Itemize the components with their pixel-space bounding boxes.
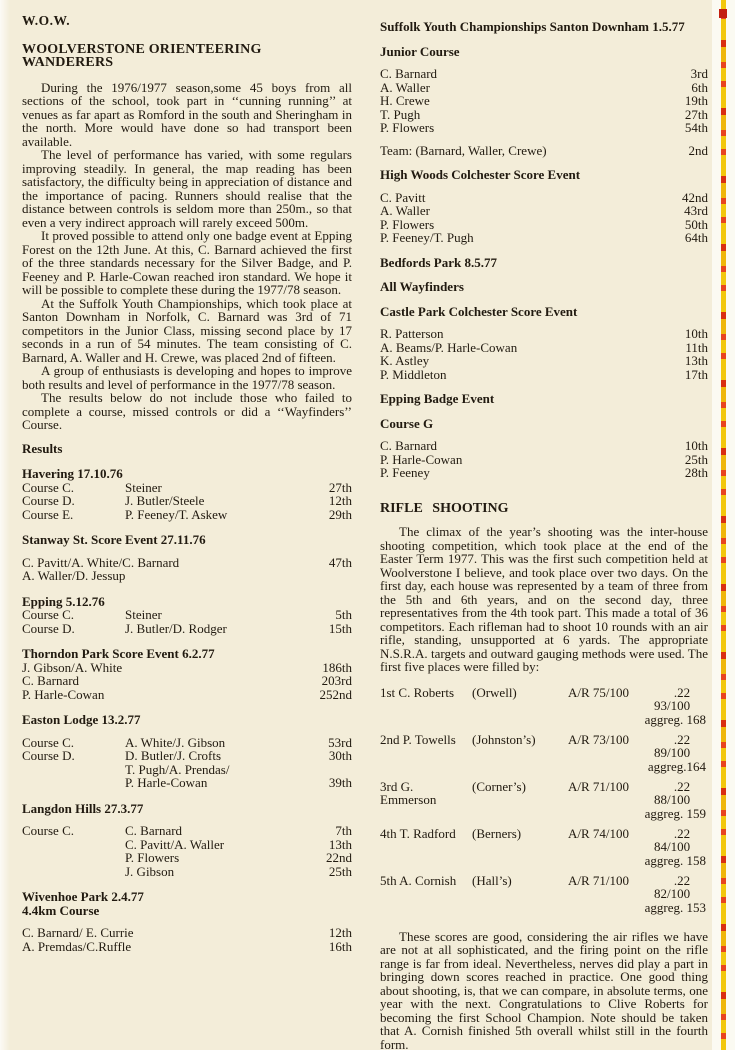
event-heading: Epping 5.12.76 (22, 593, 105, 609)
event-thorndon (22, 647, 352, 701)
runner-name: R. Patterson (380, 326, 444, 341)
air-rifle-score: A/R 71/100 (568, 872, 630, 888)
house-name: (Hall’s) (472, 872, 512, 888)
position: 16th (328, 938, 352, 954)
event-rows (22, 736, 352, 790)
result-row (380, 341, 708, 355)
event-heading: Thorndon Park Score Event 6.2.77 (22, 646, 215, 661)
runner-name: A. Waller (380, 203, 430, 218)
runner-name: P. Feeney (380, 465, 430, 480)
page-edge-red-blob (719, 9, 727, 18)
position: 30th (328, 748, 352, 763)
result-row (380, 67, 708, 81)
rifle-intro-paragraph: The climax of the year’s shooting was the inter-house shooting competition, which took place at the end of the Easter Term 1977. This was the first such competition held at Woolverstone I believe, and took place over two days. On the first day, each house was represented by a team of three from the 5th and 6th years, and on the second day, three representatives from the 4th took part. This made a total of 36 competitors. Each rifleman had to shoot 10 rounds with an air rifle, standing, unsupported at 6 yards. The appropriate N.S.R.A. targets and outward gauging methods were used. The first five places were filled by: (380, 524, 708, 674)
team-result-row (380, 144, 708, 158)
rifle-result-entry (380, 874, 708, 914)
event-rows (22, 926, 352, 953)
result-row (380, 368, 708, 382)
event-stanway (22, 533, 352, 583)
point22-score: .22 82/100 (654, 872, 691, 901)
intro-paragraph-4: At the Suffolk Youth Championships, which took place at Santon Downham in Norfolk, C. Barnard was 3rd of 71 competitors in the Junior Class, missing second place by 17 seconds in a run of 54 minutes. The team consisting of C. Barnard, A. Waller and H. Crewe, was placed 2nd of fifteen. (22, 295, 352, 365)
course-label: Course E. (22, 506, 74, 522)
house-name: (Berners) (472, 825, 522, 841)
page-edge-stripe (721, 0, 726, 1050)
position: 12th (328, 493, 352, 508)
aggregate-score: aggreg. 153 (644, 899, 706, 915)
position: 64th (684, 230, 708, 245)
position: 10th (684, 326, 708, 341)
event-heading: Langdon Hills 27.3.77 (22, 800, 144, 816)
results-section-heading: Results (22, 440, 63, 456)
event-rows (22, 556, 352, 583)
position (306, 569, 352, 583)
event-heading: Havering 17.10.76 (22, 466, 123, 481)
course-label (22, 776, 125, 790)
position: 39th (328, 775, 352, 790)
runner-names: A. White/J. Gibson (125, 734, 226, 750)
runner-name: C. Pavitt (380, 189, 426, 205)
course-label (22, 838, 125, 852)
event-rows (22, 824, 352, 878)
result-row (22, 851, 352, 865)
castle-park-heading: Castle Park Colchester Score Event (380, 303, 578, 319)
result-row (22, 776, 352, 790)
position: 19th (684, 93, 708, 108)
runner-names: P. Flowers (125, 850, 180, 865)
rifle-result-entry (380, 780, 708, 820)
result-row (22, 661, 352, 675)
runner-names: A. Waller/D. Jessup (22, 568, 126, 583)
runner-name: C. Barnard (380, 438, 438, 453)
event-heading: Stanway St. Score Event 27.11.76 (22, 532, 206, 547)
event-wivenhoe (22, 890, 352, 953)
team-position: 2nd (688, 142, 708, 158)
position: 5th (335, 607, 352, 622)
result-row (22, 608, 352, 622)
runner-name: P. Feeney/T. Pugh (380, 230, 474, 245)
course-label (22, 865, 125, 879)
rifle-result-line (380, 827, 708, 854)
position: 186th (322, 659, 352, 675)
result-row (22, 838, 352, 852)
event-epping (22, 595, 352, 636)
position: 29th (328, 506, 352, 522)
aggregate-score: aggreg. 159 (644, 805, 706, 821)
position: 7th (335, 823, 352, 838)
air-rifle-score: A/R 71/100 (568, 778, 630, 794)
place-and-shooter: 4th T. Radford (380, 825, 456, 841)
position: 53rd (328, 734, 352, 750)
event-havering (22, 467, 352, 521)
runner-name: H. Crewe (380, 93, 430, 108)
course-label: Course C. (22, 823, 74, 838)
position: 25th (684, 451, 708, 467)
result-row (380, 218, 708, 232)
house-name: (Corner’s) (472, 778, 526, 794)
runner-name: P. Middleton (380, 366, 447, 382)
event-heading: Easton Lodge 13.2.77 (22, 712, 141, 727)
runner-names: P. Harle-Cowan (125, 775, 208, 790)
high-woods-rows (380, 191, 708, 245)
air-rifle-score: A/R 75/100 (568, 684, 630, 700)
result-row (22, 556, 352, 570)
position: 252nd (319, 686, 352, 702)
course-label (22, 763, 125, 777)
position (306, 763, 352, 777)
runner-names: Steiner (125, 479, 162, 495)
course-g-rows (380, 439, 708, 480)
point22-score: .22 88/100 (654, 778, 691, 807)
position: 27th (684, 106, 708, 122)
right-column (380, 20, 708, 1051)
result-row (22, 674, 352, 688)
result-row (22, 926, 352, 940)
place-and-shooter: 3rd G. Emmerson (380, 778, 437, 807)
runner-name: P. Flowers (380, 120, 435, 135)
position: 13th (328, 836, 352, 852)
result-row (380, 121, 708, 135)
intro-paragraph-6: The results below do not include those who failed to complete a course, missed controls or did a ‘‘Wayfinders’’ Course. (22, 390, 352, 432)
course-label: Course C. (22, 479, 74, 495)
runner-names: C. Pavitt/A. White/C. Barnard (22, 554, 180, 570)
castle-park-rows (380, 327, 708, 381)
air-rifle-score: A/R 74/100 (568, 825, 630, 841)
runner-names: J. Butler/D. Rodger (125, 620, 227, 636)
bedfords-park-heading: Bedfords Park 8.5.77 (380, 254, 497, 270)
result-row (22, 481, 352, 495)
rifle-result-line (380, 686, 708, 713)
place-and-shooter: 2nd P. Towells (380, 731, 456, 747)
position: 28th (684, 465, 708, 480)
runner-names: T. Pugh/A. Prendas/ (125, 761, 230, 777)
course-g-heading: Course G (380, 415, 434, 431)
result-row (22, 824, 352, 838)
event-heading: Wivenhoe Park 2.4.77 (22, 889, 144, 904)
result-row (380, 453, 708, 467)
position: 25th (328, 863, 352, 879)
air-rifle-score: A/R 73/100 (568, 731, 630, 747)
course-label: Course C. (22, 607, 74, 622)
runner-names: C. Barnard (22, 673, 80, 688)
event-rows (22, 481, 352, 522)
rifle-shooting-heading: RIFLE SHOOTING (380, 500, 509, 516)
team-label: Team: (Barnard, Waller, Crewe) (380, 142, 547, 158)
rifle-result-entry (380, 827, 708, 867)
position: 12th (328, 925, 352, 940)
position: 27th (328, 479, 352, 495)
result-row (380, 94, 708, 108)
intro-paragraph-5: A group of enthusiasts is developing and hopes to improve both results and level of performance in the 1977/78 season. (22, 363, 352, 392)
rifle-result-line (380, 874, 708, 901)
position: 47th (328, 554, 352, 570)
runner-names: P. Harle-Cowan (22, 686, 105, 702)
epping-badge-heading: Epping Badge Event (380, 391, 495, 406)
position: 50th (684, 216, 708, 232)
left-column (22, 14, 352, 953)
course-label: Course D. (22, 493, 75, 508)
result-row (380, 354, 708, 368)
place-and-shooter: 5th A. Cornish (380, 872, 457, 888)
result-row (380, 327, 708, 341)
result-row (380, 439, 708, 453)
intro-paragraph-3: It proved possible to attend only one badge event at Epping Forest on the 12th June. At this, C. Barnard achieved the first of the three standards necessary for the Silver Badge, and P. Feeney and P. Harle-Cowan reached iron standard. We hope it will be possible to complete these during the 1977/78 season. (22, 228, 352, 297)
position: 11th (685, 339, 708, 355)
runner-names: J. Gibson (125, 863, 175, 879)
point22-score: .22 89/100 (654, 731, 691, 760)
suffolk-championships-heading: Suffolk Youth Championships Santon Downham 1.5.77 (380, 19, 685, 34)
event-rows (22, 608, 352, 635)
runner-names: C. Barnard (125, 823, 183, 838)
course-label (22, 851, 125, 865)
page-left-edge-fade (0, 0, 10, 1050)
position: 43rd (684, 203, 708, 218)
runner-name: K. Astley (380, 353, 430, 368)
position: 17th (684, 366, 708, 382)
runner-name: P. Harle-Cowan (380, 451, 463, 467)
runner-names: D. Butler/J. Crofts (125, 748, 222, 763)
page-title: WOOLVERSTONE ORIENTEERING WANDERERS (22, 41, 262, 70)
result-row (22, 865, 352, 879)
runner-name: T. Pugh (380, 106, 421, 122)
result-row (22, 508, 352, 522)
result-row (22, 494, 352, 508)
intro-paragraph-1: During the 1976/1977 season,some 45 boys from all sections of the school, took part in ‘‘cunning running’’ at venues as far apart as Romford in the south and Sheringham in the north. More would have done so had transport been available. (22, 79, 352, 149)
junior-course-rows (380, 67, 708, 135)
course-label: Course D. (22, 748, 75, 763)
result-row (22, 569, 352, 583)
place-and-shooter: 1st C. Roberts (380, 684, 455, 700)
rifle-result-entry (380, 733, 708, 773)
result-row (380, 231, 708, 245)
course-label: Course D. (22, 620, 75, 636)
position: 54th (684, 120, 708, 135)
event-rows (22, 661, 352, 702)
result-row (380, 81, 708, 95)
position: 10th (684, 438, 708, 453)
rifle-result-entry (380, 686, 708, 726)
runner-names: J. Butler/Steele (125, 493, 205, 508)
course-label: Course C. (22, 734, 74, 750)
point22-score: .22 93/100 (654, 684, 691, 713)
rifle-result-line (380, 733, 708, 760)
point22-score: .22 84/100 (654, 825, 691, 854)
position: 3rd (690, 66, 708, 81)
house-name: (Orwell) (472, 684, 517, 700)
result-row (380, 204, 708, 218)
result-row (22, 622, 352, 636)
junior-course-heading: Junior Course (380, 43, 460, 59)
runner-name: A. Beams/P. Harle-Cowan (380, 339, 518, 355)
all-wayfinders-label: All Wayfinders (380, 279, 464, 294)
result-row (22, 688, 352, 702)
runner-names: C. Pavitt/A. Waller (125, 836, 225, 852)
aggregate-score: aggreg. 168 (644, 711, 706, 727)
position: 22nd (326, 850, 352, 865)
position: 6th (691, 79, 708, 95)
result-row (380, 108, 708, 122)
house-name: (Johnston’s) (472, 731, 536, 747)
aggregate-score: aggreg. 158 (644, 852, 706, 868)
event-langdon-hills (22, 802, 352, 879)
runner-name: A. Waller (380, 79, 430, 95)
aggregate-score: aggreg.164 (647, 758, 706, 774)
rifle-result-line (380, 780, 708, 807)
runner-names: A. Premdas/C.Ruffle (22, 938, 132, 954)
runner-name: C. Barnard (380, 66, 438, 81)
position: 42nd (682, 189, 708, 205)
position: 203rd (321, 673, 352, 688)
rifle-outro-paragraph: These scores are good, considering the air rifles we have are not at all sophisticated, and the firing point on the rifle range is far from ideal. Nevertheless, nerves did play a part in bringing down scores reached in practice. One good thing about shooting, is, that we can compare, in absolute terms, one year with the next. Congratulations to Clive Roberts for becoming the first School Champion. Note should be taken that A. Cornish finished 5th overall whilst still in the fourth form. (380, 928, 708, 1052)
high-woods-heading: High Woods Colchester Score Event (380, 167, 581, 182)
position: 15th (328, 620, 352, 636)
rifle-results-table (380, 686, 708, 914)
result-row (22, 736, 352, 750)
runner-name: P. Flowers (380, 216, 435, 232)
event-easton-lodge (22, 713, 352, 790)
result-row (22, 763, 352, 777)
result-row (22, 749, 352, 763)
result-row (380, 466, 708, 480)
club-abbreviation: W.O.W. (22, 13, 71, 28)
runner-names: P. Feeney/T. Askew (125, 506, 228, 522)
position: 13th (684, 353, 708, 368)
runner-names: C. Barnard/ E. Currie (22, 925, 134, 940)
event-subheading: 4.4km Course (22, 902, 100, 918)
result-row (22, 940, 352, 954)
runner-names: J. Gibson/A. White (22, 659, 123, 675)
intro-paragraph-2: The level of performance has varied, with some regulars improving steadily. In general, the map reading has been satisfactory, the difficulty being in appreciation of distance and the importance of pacing. Runners should realise that the distance between controls is seldom more than 250m., so that even a very indirect approach will rarely exceed 500m. (22, 147, 352, 230)
runner-names: Steiner (125, 607, 162, 622)
result-row (380, 191, 708, 205)
